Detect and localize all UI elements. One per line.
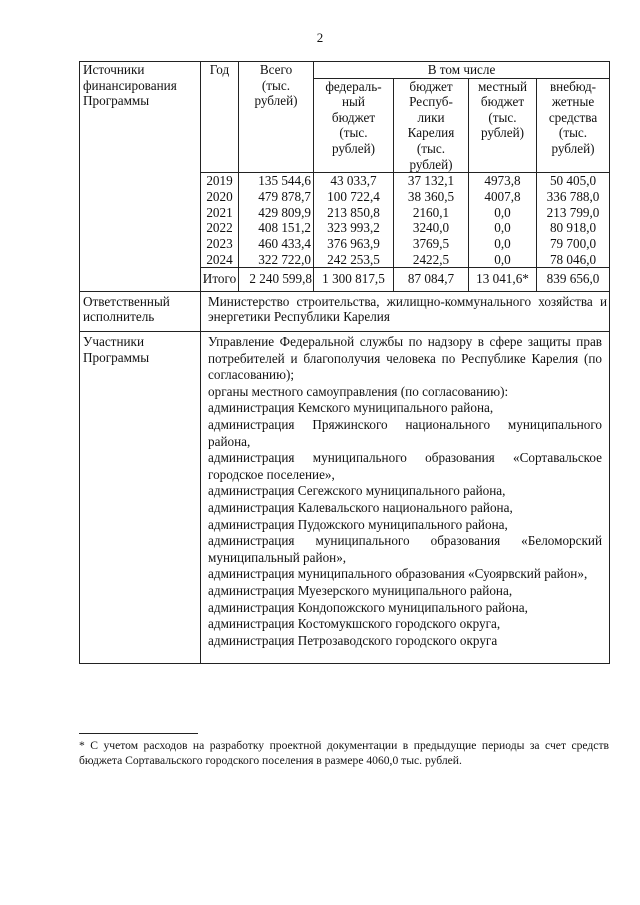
itogo-local: 13 041,6* bbox=[469, 268, 537, 292]
participant-item: администрация Кемского муниципального района, bbox=[208, 400, 494, 416]
participant-item: администрация Сегежского муниципального района, bbox=[208, 483, 506, 499]
funding-sources-label: Источники финансирования Программы bbox=[80, 62, 201, 292]
participant-item: администрация Муезерского муниципального района, bbox=[208, 582, 513, 598]
responsible-text: Министерство строительства, жилищно-коммунального хозяйства и энергетики Республики Карелия bbox=[201, 291, 610, 331]
participant-item: администрация Калевальского национального района, bbox=[208, 500, 513, 515]
federal-values-cell: 43 033,7 100 722,4 213 850,8 323 993,2 376 963,9 242 253,5 bbox=[314, 173, 394, 268]
itogo-federal: 1 300 817,5 bbox=[314, 268, 394, 292]
extra-values-cell: 50 405,0 336 788,0 213 799,0 80 918,0 79 700,0 78 046,0 bbox=[537, 173, 610, 268]
funding-header-row bbox=[80, 62, 610, 79]
program-passport-table bbox=[79, 61, 610, 664]
years-cell: 2019 2020 2021 2022 2023 2024 bbox=[201, 173, 239, 268]
itogo-republic: 87 084,7 bbox=[394, 268, 469, 292]
participants-list bbox=[201, 332, 610, 664]
participant-item: администрация муниципального образования «Суоярвский район», bbox=[208, 566, 588, 582]
itogo-extra: 839 656,0 bbox=[537, 268, 610, 292]
participant-item: администрация Пудожского муниципального района, bbox=[208, 516, 508, 532]
participant-item: Управление Федеральной службы по надзору в сфере защиты прав потребителей и благополучия человека по Республике Карелия (по согласованию); bbox=[208, 334, 603, 383]
participants-label: Участники Программы bbox=[80, 332, 201, 664]
total-values-cell: 135 544,6 479 878,7 429 809,9 408 151,2 460 433,4 322 722,0 bbox=[239, 173, 314, 268]
local-header: местный бюджет (тыс. рублей) bbox=[469, 78, 537, 173]
participants-row bbox=[80, 332, 610, 664]
local-values-cell: 4973,8 4007,8 0,0 0,0 0,0 0,0 bbox=[469, 173, 537, 268]
responsible-row bbox=[80, 291, 610, 331]
extra-header: внебюд- жетные средства (тыс. рублей) bbox=[537, 78, 610, 173]
participant-item: администрация муниципального образования «Сортавальское городское поселение», bbox=[208, 450, 603, 482]
participant-item: администрация Костомукшского городского округа, bbox=[208, 616, 501, 632]
total-header: Всего (тыс. рублей) bbox=[239, 62, 314, 173]
itogo-label: Итого bbox=[201, 268, 239, 292]
footnote: * С учетом расходов на разработку проектной документации в предыдущие периоды за счет средств бюджета Сортавальского городского поселения в размере 4060,0 тыс. рублей. bbox=[79, 739, 609, 767]
page-number: 2 bbox=[316, 30, 324, 45]
footnote-separator bbox=[79, 733, 198, 734]
participant-item: администрация Пряжинского национального муниципального района, bbox=[208, 417, 603, 449]
participant-item: администрация муниципального образования «Беломорский муниципальный район», bbox=[208, 533, 603, 565]
year-header: Год bbox=[201, 62, 239, 173]
participant-item: администрация Кондопожского муниципального района, bbox=[208, 599, 528, 615]
republic-header: бюджет Респуб- лики Карелия (тыс. рублей) bbox=[394, 78, 469, 173]
participant-item: администрация Петрозаводского городского округа bbox=[208, 632, 498, 648]
responsible-label: Ответственный исполнитель bbox=[80, 291, 201, 331]
itogo-total: 2 240 599,8 bbox=[239, 268, 314, 292]
federal-header: федераль- ный бюджет (тыс. рублей) bbox=[314, 78, 394, 173]
participant-item: органы местного самоуправления (по согласованию): bbox=[208, 383, 509, 399]
republic-values-cell: 37 132,1 38 360,5 2160,1 3240,0 3769,5 2422,5 bbox=[394, 173, 469, 268]
including-header: В том числе bbox=[314, 62, 610, 79]
